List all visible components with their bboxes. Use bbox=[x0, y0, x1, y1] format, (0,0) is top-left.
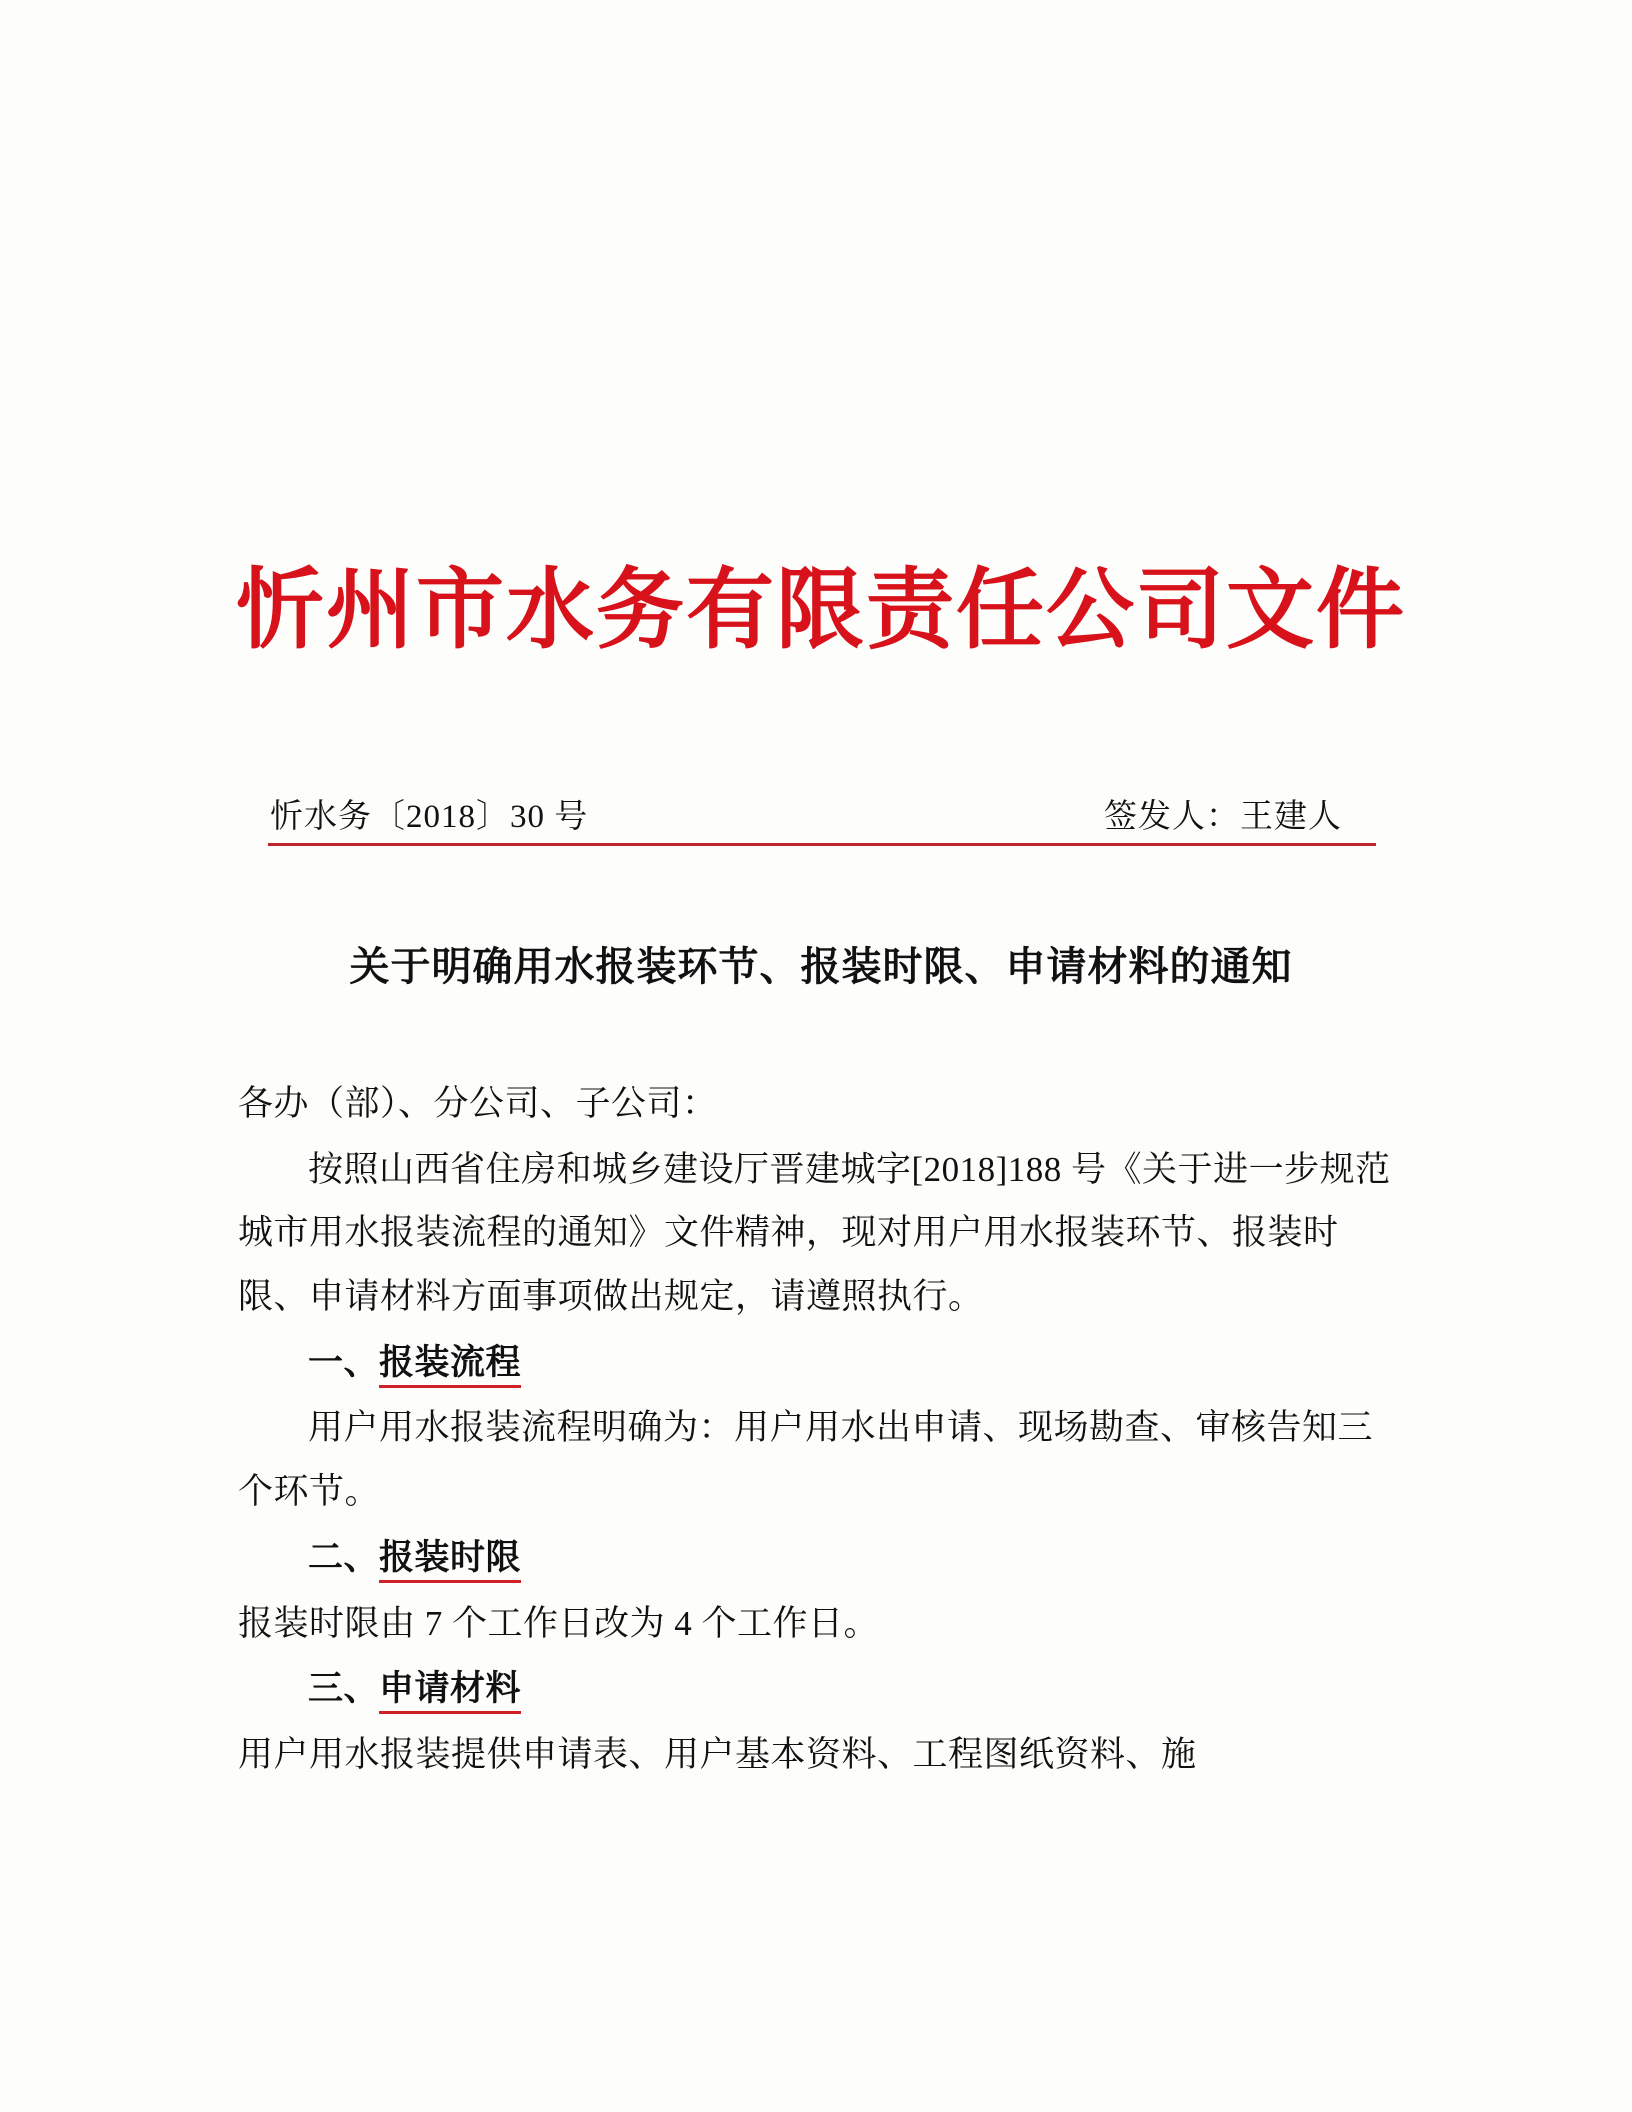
section-number-1: 一、 bbox=[308, 1342, 380, 1382]
section-heading-1 bbox=[238, 1331, 1408, 1395]
section-body-2: 报装时限由 7 个工作日改为 4 个工作日。 bbox=[238, 1603, 880, 1643]
section-heading-2 bbox=[238, 1526, 1408, 1590]
issuer-name: 签发人：王建人 bbox=[1104, 799, 1342, 835]
document-number: 忻水务〔2018〕30 号 bbox=[270, 799, 589, 835]
section-body-1: 用户用水报装流程明确为：用户用水出申请、现场勘查、审核告知三个环节。 bbox=[238, 1408, 1374, 1512]
document-number-row bbox=[270, 790, 1372, 837]
section-number-2: 二、 bbox=[308, 1537, 380, 1577]
section-title-3: 申请材料 bbox=[379, 1669, 521, 1714]
intro-paragraph: 按照山西省住房和城乡建设厅晋建城字[2018]188 号《关于进一步规范城市用水报装流程的通知》文件精神，现对用户用水报装环节、报装时限、申请材料方面事项做出规定，请遵照执行。 bbox=[238, 1149, 1391, 1317]
section-body-3: 用户用水报装提供申请表、用户基本资料、工程图纸资料、施 bbox=[238, 1734, 1197, 1774]
document-content bbox=[238, 1072, 1408, 1789]
salutation: 各办（部）、分公司、子公司： bbox=[238, 1084, 718, 1123]
section-heading-3 bbox=[238, 1657, 1408, 1721]
masthead-title: 忻州市水务有限责任公司文件 bbox=[235, 557, 1406, 661]
section-title-2: 报装时限 bbox=[379, 1538, 521, 1583]
red-divider-rule bbox=[268, 843, 1376, 846]
section-title-1: 报装流程 bbox=[379, 1343, 521, 1388]
document-body bbox=[228, 0, 1414, 2112]
section-number-3: 三、 bbox=[308, 1669, 380, 1709]
document-title: 关于明确用水报装环节、报装时限、申请材料的通知 bbox=[349, 944, 1293, 989]
